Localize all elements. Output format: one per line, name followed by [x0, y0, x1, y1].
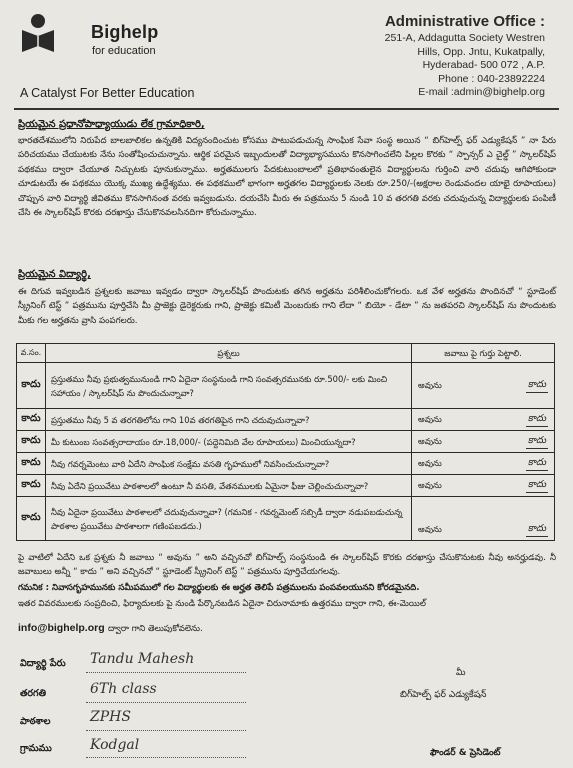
row-number: కాదు: [17, 453, 46, 475]
question-text: నీవు ఏదైనా ప్రయివేటు పాఠశాలలో చదువుచున్నావా? (గమనిక - గవర్నమెంట్ సబ్సిడీ ద్వారా నడుపబడుచున్న పాఠశాల ప్రయివేటు పాఠశాలగా గణింపబడదు.): [46, 497, 412, 541]
table-row: [17, 431, 555, 453]
header-divider: [14, 108, 559, 110]
no-option-marked[interactable]: కాదు: [526, 522, 548, 537]
answer-cell: [412, 497, 555, 541]
no-option-marked[interactable]: కాదు: [526, 434, 548, 449]
office-address-block: [385, 12, 545, 100]
no-option-marked[interactable]: కాదు: [526, 456, 548, 471]
yes-option[interactable]: అవును: [418, 414, 442, 425]
student-name-label: విద్యార్థి పేరు: [20, 658, 66, 669]
contact-email-link[interactable]: info@bighelp.org: [18, 622, 105, 634]
answer-cell: [412, 453, 555, 475]
row-number: కాదు: [17, 475, 46, 497]
col-answer-header: జవాబు పై గుర్తు పెట్టాలి.: [412, 344, 555, 363]
answer-cell: [412, 363, 555, 409]
no-option-marked[interactable]: కాదు: [526, 412, 548, 427]
row-number: కాదు: [17, 363, 46, 409]
yes-option[interactable]: అవును: [418, 436, 442, 447]
school-field[interactable]: [86, 730, 246, 731]
answer-cell: [412, 475, 555, 497]
table-row: [17, 363, 555, 409]
brand-subtitle: for education: [92, 45, 156, 57]
no-option-marked[interactable]: కాదు: [526, 478, 548, 493]
question-text: ప్రస్తుతము నీవు ప్రభుత్వమునుండి గాని ఏదైనా సంస్థనుండి గాని సంవత్సరమునకు రూ.500/- లకు మించి సహాయం / స్కాలర్‌షిప్ ను పొందుచున్నావా?: [46, 363, 412, 409]
row-number: కాదు: [17, 497, 46, 541]
village-label: గ్రామము: [20, 743, 52, 754]
row-number: కాదు: [17, 431, 46, 453]
address-line: Hyderabad- 500 072 , A.P.: [422, 59, 545, 72]
bighelp-logo-icon: [18, 12, 58, 56]
answer-cell: [412, 431, 555, 453]
school-value: ZPHS: [90, 709, 131, 725]
table-row: [17, 497, 555, 541]
signature-greeting: మీ: [456, 668, 466, 678]
table-row: [17, 475, 555, 497]
signature-title: ఫౌండర్ & ప్రెసిడెంట్: [430, 748, 501, 758]
school-label: పాఠశాల: [20, 716, 51, 727]
eligibility-table: [16, 343, 555, 541]
contact-text: ఇతర వివరములకు సంప్రదించి, ఫిర్యాదులకు పై నుండి పేర్కొనబడిన ఏదైనా చిరునామాకు ఉత్తరము ద్వారా గాని, ఈ-మెయిల్: [18, 599, 426, 609]
office-title: Administrative Office :: [384, 13, 545, 30]
student-paragraph: ఈ దిగువ ఇవ్వబడిన ప్రశ్నలకు జవాబు ఇవ్వడం ద్వారా స్కాలర్‌షిప్ పొందుటకు తగిన అర్హతను పరిశీలించుకోగలరు. ఒక వేళ అర్హతను పొందినచో “ స్టూడెంట్ స్క్రీనింగ్ టెస్ట్ ” పత్రమును పూర్తిచేసి మీ ప్రాజెక్టు డైరెక్టరుకు గాని, ప్రాజెక్టు కమిటీ మెంబరుకు గాని లేదా “ బియో - డేటా ” ను జతపరచి స్కాలర్‌షిప్ ను పొందుటకు మీకు గల అర్హతను వ్రాసి పంపగలరు.: [18, 287, 556, 326]
question-text: ప్రస్తుతము నీవు 5 వ తరగతిలోను గాని 10వ తరగతిపైన గాని చదువుచున్నావా?: [46, 409, 412, 431]
brand-name: Bighelp: [91, 22, 159, 42]
phone-line: Phone : 040-23892224: [438, 72, 545, 85]
question-text: మీ కుటుంబ సంవత్సరాదాయం రూ.18,000/- (పద్దెనిమిది వేల రూపాయలు) మించియున్నదా?: [46, 431, 412, 453]
closing-paragraph: పై వాటిలో ఏదేని ఒక ప్రశ్నకు నీ జవాబు “ అవును ” అని వచ్చినచో బిగ్‌హెల్ప్ సంస్థనుండి ఈ స్కాలర్‌షిప్ కొరకు దరఖాస్తు చేసుకొనుటకు నీవు అనర్హుడవు. నీ జవాబులు అన్నీ “ కాదు ” అని వచ్చినచో “ స్టూడెంట్ స్క్రీనింగ్ టెస్ట్ ” పత్రమును పూర్తిచేయగలవు.: [18, 553, 556, 578]
headmaster-salutation: ప్రియమైన ప్రధానోపాధ్యాయుడు లేక గ్రామాధికారి,: [18, 119, 205, 130]
yes-option[interactable]: అవును: [418, 480, 442, 491]
class-label: తరగతి: [20, 688, 46, 699]
table-row: [17, 409, 555, 431]
yes-option[interactable]: అవును: [418, 380, 442, 391]
no-option-marked[interactable]: కాదు: [526, 378, 548, 393]
intro-paragraph: భారతదేశములోని నిరుపేద బాలబాలికల ఉన్నతికి విద్యనందించుట కోసము పాటుపడుచున్న సాంఘిక సేవా సంస్థ అయిన “ బిగ్‌హెల్ప్ ఫర్ ఎడ్యుకేషన్ ” నా పేరు పరిచయము చేయుటకు నేను సంతోషించుచున్నాను. ఆర్థిక పరమైన ఇబ్బందులతో విద్యాభ్యాసమును కొనసాగించలేని పిల్లల కొరకు “ స్పాన్సర్ ఎ చైల్డ్ ” స్కాలర్‌షిప్ పథకము ద్వారా చేయూత నిచ్చుటకు పూనుకున్నాము. అర్హతములగు పేదకుటుంబాలలో ప్రతిభావంతులైన విద్యార్థులను గుర్తించి వారి చదువు ఆగిపోకుండా చూడుటయే ఈ పథకము యొక్క ముఖ్య ఉద్దేశ్యము. ఈ పథకములో భాగంగా అర్హతగల విద్యార్థులకు నెలకు రూ.250/-(అక్షరాల రెండువందల యాభై రూపాయలు) చొప్పున వారి విద్యార్థి జీవితము కొనసాగినంత వరకు ఇవ్వబడును. దయచేసి మీరు ఈ పత్రమును 5 నుండి 10 వ తరగతి వరకు చదువుచున్న విద్యార్థులకు పంపిణీ చేసి ఈ స్కాలర్‌షిప్ కొరకు దరఖాస్తు చేసుకొనవలసినదిగా కోరుచున్నాము.: [18, 136, 556, 219]
class-field[interactable]: [86, 702, 246, 703]
village-field[interactable]: [86, 757, 246, 758]
student-name-field[interactable]: [86, 672, 246, 673]
email-line-block: [18, 620, 556, 636]
contact-paragraph: [18, 597, 556, 611]
address-line: Hills, Opp. Jntu, Kukatpally,: [417, 45, 545, 58]
tagline: A Catalyst For Better Education: [20, 86, 195, 100]
signature-org: బిగ్‌హెల్ప్ ఫర్ ఎడ్యుకేషన్: [400, 690, 487, 700]
address-line: 251-A, Addagutta Society Westren: [384, 32, 545, 44]
contact-suffix: ద్వారా గాని తెలుపుకోవలెను.: [107, 624, 203, 634]
question-text: నీవు గవర్నమెంటు వారి ఏదేని సాంఘిక సంక్షేమ వసతి గృహములో నివసించుచున్నావా?: [46, 453, 412, 475]
yes-option[interactable]: అవును: [418, 524, 442, 535]
question-text: నీవు ఏదేని ప్రయివేటు పాఠశాలలో ఉంటూ నీ వసతి, వేతనములకు ఏమైనా ఫీజు చెల్లించుచున్నావా?: [46, 475, 412, 497]
student-salutation: ప్రియమైన విద్యార్థి,: [18, 269, 91, 280]
col-question-header: ప్రశ్నలు: [46, 344, 412, 363]
student-name-value: Tandu Mahesh: [90, 651, 195, 667]
col-number-header: వ.సం.: [17, 344, 46, 363]
note-paragraph: గమనిక : నివాసగృహమునకు సమీపములో గల విద్యార్థులకు ఈ అర్హత తెలిపే పత్రములను పంపవలయునని కోరడమైనది.: [18, 583, 420, 593]
table-row: [17, 453, 555, 475]
class-value: 6Th class: [90, 681, 157, 697]
village-value: Kodgal: [90, 737, 140, 753]
row-number: కాదు: [17, 409, 46, 431]
email-line: E-mail :admin@bighelp.org: [418, 86, 545, 99]
yes-option[interactable]: అవును: [418, 458, 442, 469]
table-header-row: [17, 344, 555, 363]
answer-cell: [412, 409, 555, 431]
